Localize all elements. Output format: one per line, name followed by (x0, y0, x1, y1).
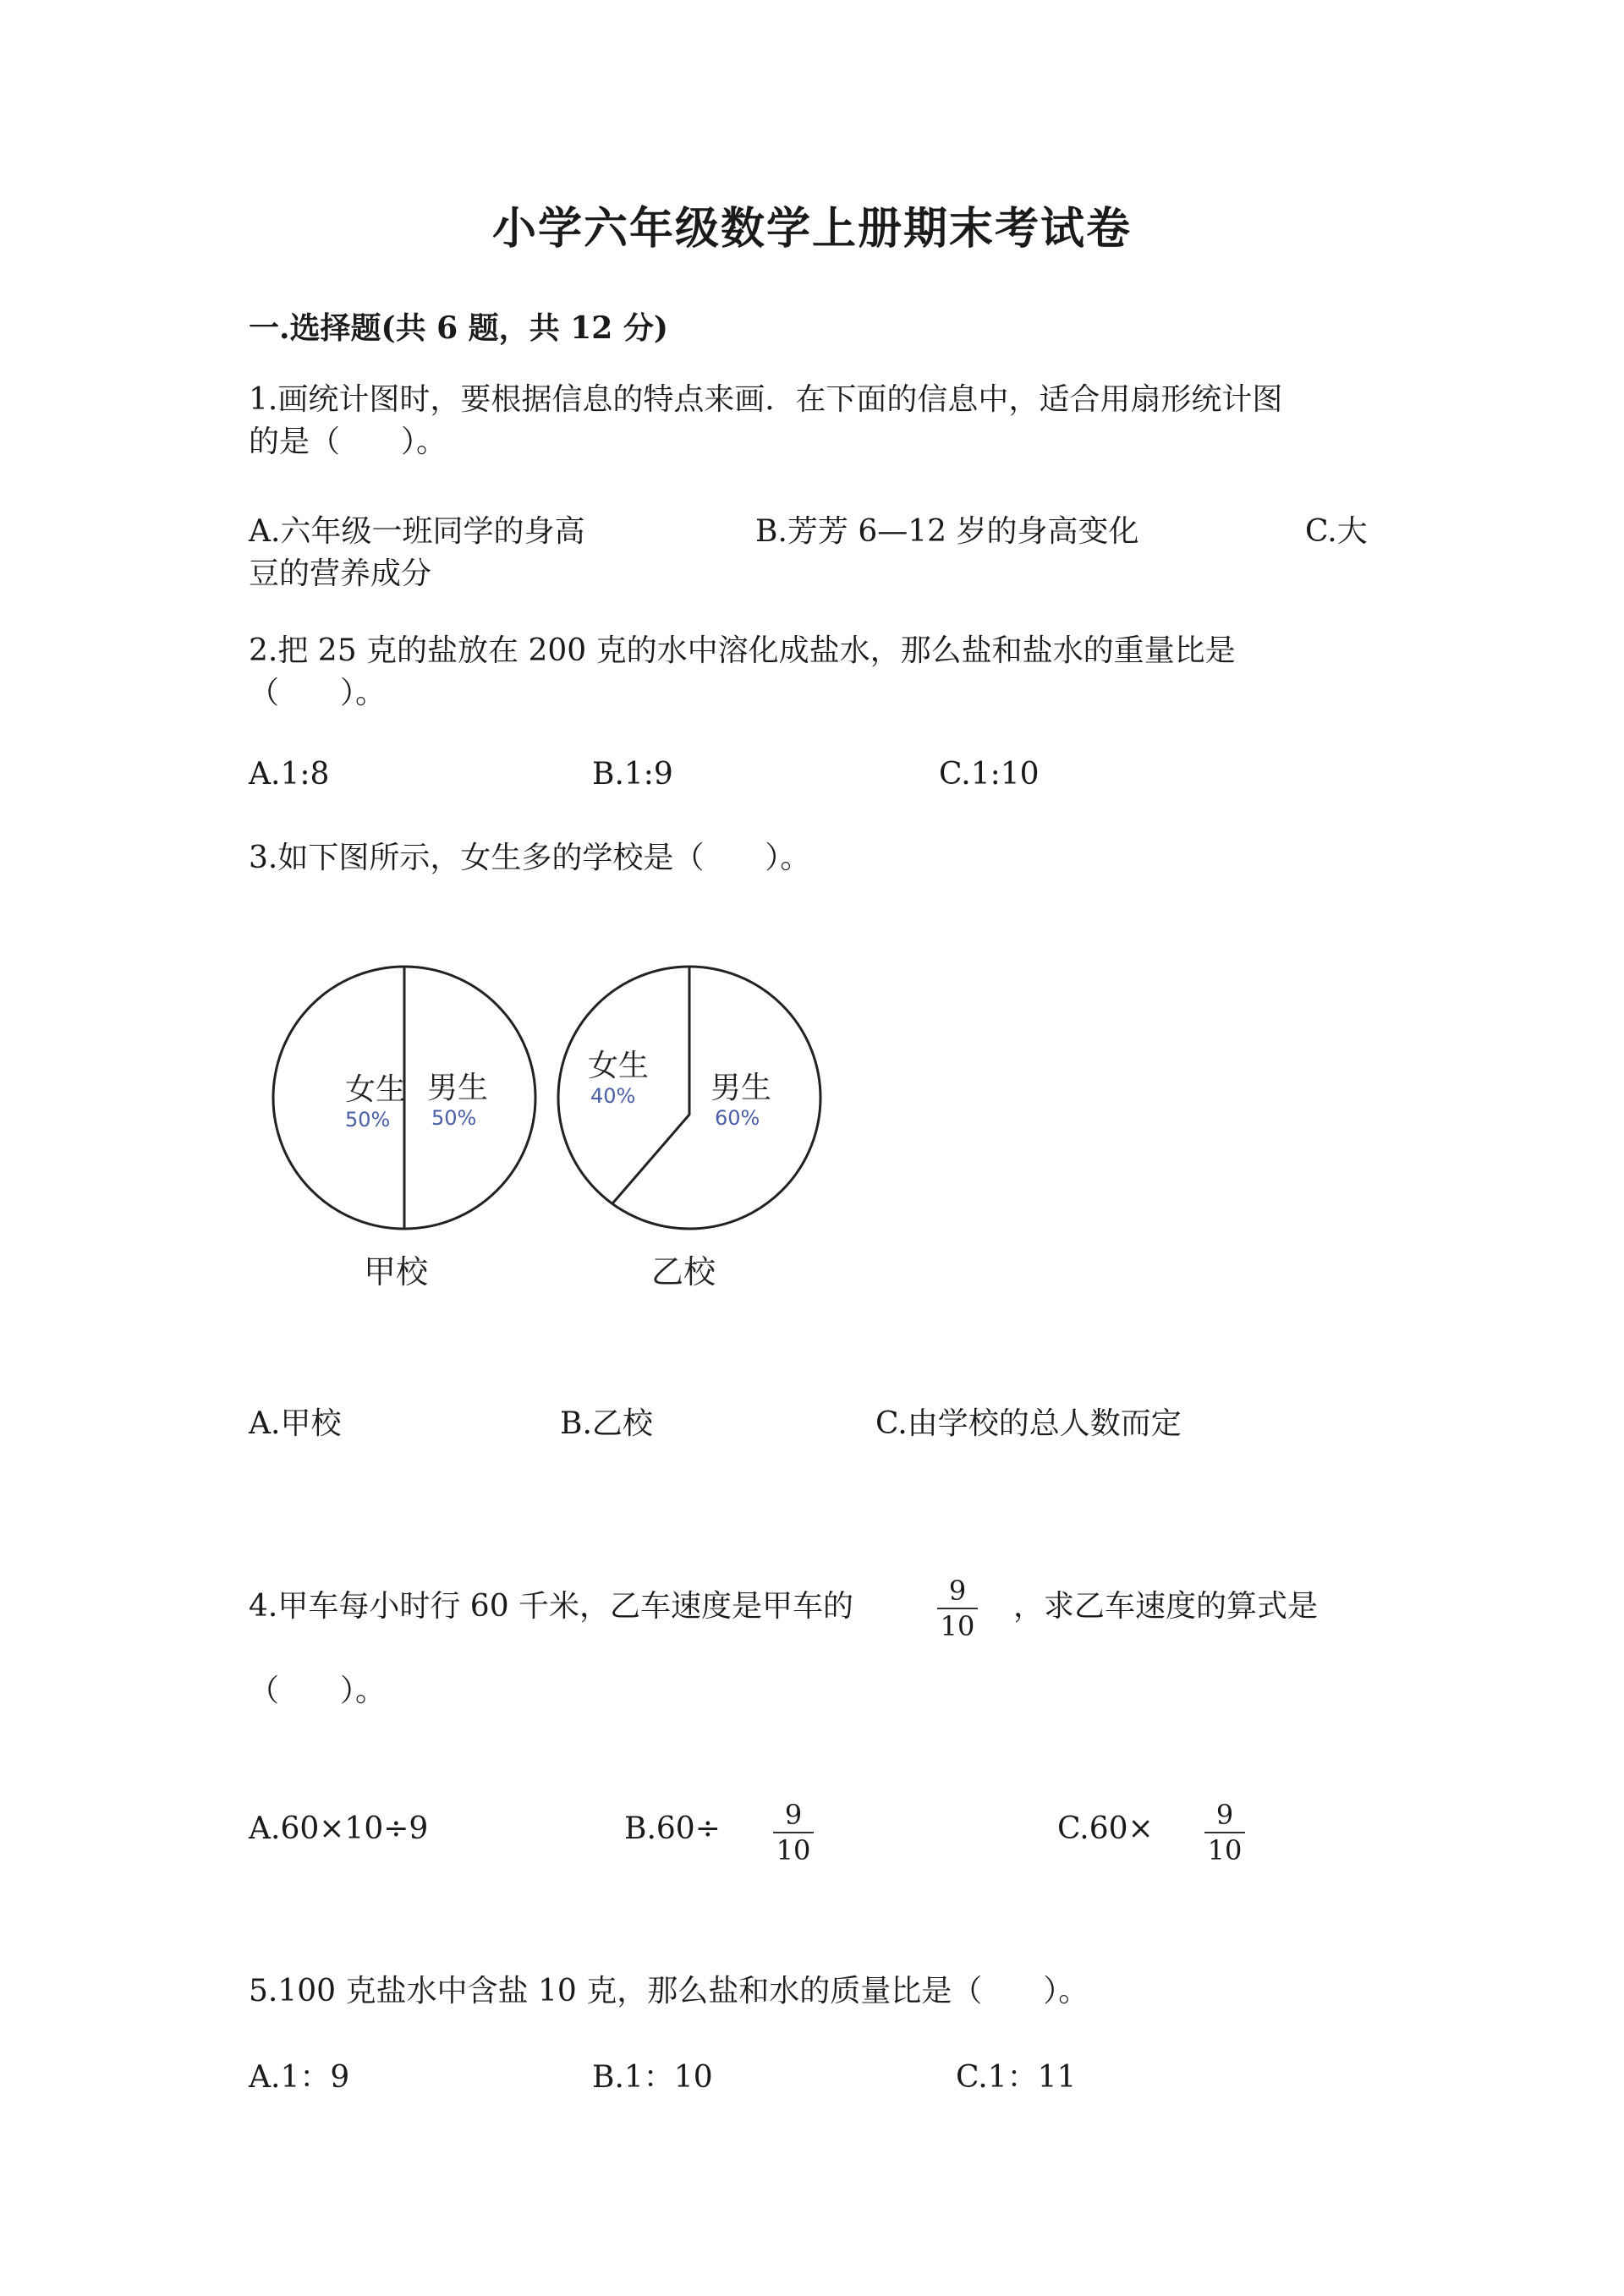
fraction-denominator: 10 (1207, 1834, 1243, 1866)
question-3-option-b: B.乙校 (560, 1406, 653, 1441)
question-5-option-b: B.1：10 (592, 2060, 713, 2095)
fraction-9-10 (932, 1575, 983, 1641)
fraction-numerator: 9 (784, 1799, 803, 1831)
option-c-fraction (1199, 1800, 1250, 1866)
pie-label-girl-school-1: 女生 (345, 1072, 407, 1107)
question-2-option-c: C.1:10 (939, 757, 1040, 792)
pie-value-boy-school-2: 60% (715, 1106, 760, 1130)
question-2-line1: 2.把 25 克的盐放在 200 克的水中溶化成盐水，那么盐和盐水的重量比是 (249, 633, 1236, 668)
fraction-denominator: 10 (940, 1610, 975, 1642)
question-1-option-a: A.六年级一班同学的身高 (249, 514, 585, 549)
question-5-line1: 5.100 克盐水中含盐 10 克，那么盐和水的质量比是（ ）。 (249, 1974, 1089, 2008)
pie-value-girl-school-2: 40% (590, 1084, 636, 1108)
fraction-bar (937, 1608, 978, 1609)
fraction-numerator: 9 (1215, 1799, 1234, 1831)
pie-title-school-1: 甲校 (364, 1253, 429, 1290)
question-3-option-c: C.由学校的总人数而定 (875, 1406, 1182, 1441)
question-5-option-c: C.1：11 (956, 2060, 1077, 2095)
question-1-option-c-part1: C.大 (1305, 514, 1368, 549)
question-4-line1-part2: ，求乙车速度的算式是 (1013, 1589, 1319, 1624)
pie-title-school-2: 乙校 (651, 1253, 716, 1290)
question-1-option-b: B.芳芳 6—12 岁的身高变化 (755, 514, 1139, 549)
question-1-line1: 1.画统计图时，要根据信息的特点来画．在下面的信息中，适合用扇形统计图 (249, 382, 1283, 417)
question-1-option-c-part2: 豆的营养成分 (249, 556, 432, 591)
pie-label-girl-school-2: 女生 (588, 1049, 650, 1083)
question-4-option-a: A.60×10÷9 (249, 1811, 429, 1846)
fraction-numerator: 9 (948, 1575, 967, 1607)
pie-charts-figure (254, 947, 846, 1319)
pie-value-boy-school-1: 50% (431, 1106, 477, 1130)
question-4-line2: （ ）。 (249, 1674, 387, 1708)
pie-chart-school-1 (273, 967, 535, 1290)
fraction-bar (1204, 1832, 1245, 1833)
question-1-line2: 的是（ ）。 (249, 425, 447, 459)
pie-label-boy-school-2: 男生 (710, 1071, 772, 1105)
question-5-option-a: A.1：9 (249, 2060, 350, 2095)
question-4-line1-part1: 4.甲车每小时行 60 千米，乙车速度是甲车的 (249, 1589, 854, 1624)
pie-value-girl-school-1: 50% (345, 1108, 391, 1132)
question-4-option-b: B.60÷ (624, 1811, 721, 1846)
section-heading: 一.选择题(共 6 题，共 12 分) (249, 310, 668, 346)
question-2-line2: （ ）。 (249, 676, 387, 710)
pie-label-boy-school-1: 男生 (427, 1071, 489, 1105)
question-2-option-a: A.1:8 (249, 757, 330, 792)
question-3-option-a: A.甲校 (249, 1406, 342, 1441)
question-3-line1: 3.如下图所示，女生多的学校是（ ）。 (249, 841, 811, 875)
fraction-denominator: 10 (776, 1834, 811, 1866)
page-title: 小学六年级数学上册期末考试卷 (491, 203, 1132, 255)
question-4-option-c: C.60× (1057, 1811, 1154, 1846)
option-b-fraction (768, 1800, 819, 1866)
question-2-option-b: B.1:9 (592, 757, 673, 792)
fraction-bar (773, 1832, 814, 1833)
pie-chart-school-2 (558, 967, 820, 1290)
